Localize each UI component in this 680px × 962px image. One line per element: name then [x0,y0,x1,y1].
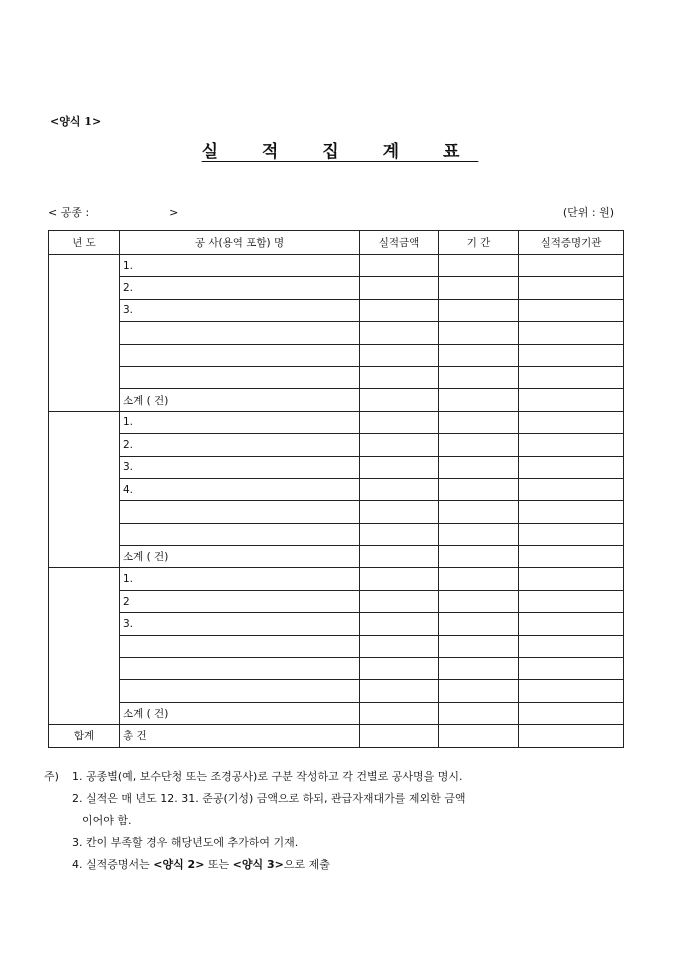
amount-cell[interactable] [360,456,439,478]
subtotal-row [49,546,624,568]
period-cell[interactable] [439,523,519,545]
period-cell[interactable] [439,658,519,680]
table-row [49,590,624,612]
subtotal-row [49,702,624,724]
project-name-cell[interactable] [120,680,360,702]
amount-cell[interactable] [360,501,439,523]
amount-cell[interactable] [360,322,439,344]
period-cell[interactable] [439,635,519,657]
amount-cell[interactable] [360,255,439,277]
period-cell[interactable] [439,478,519,500]
period-cell[interactable] [439,568,519,590]
subtotal-label: 소계 ( 건) [120,546,360,568]
table-row [49,366,624,388]
amount-cell[interactable] [360,299,439,321]
certifier-cell[interactable] [519,366,624,388]
unit-label: (단위 : 원) [562,206,614,219]
certifier-cell[interactable] [519,344,624,366]
summary-table [48,230,624,748]
period-cell[interactable] [439,366,519,388]
note-2-cont: 이어야 함. [82,814,132,827]
project-name-cell[interactable] [120,501,360,523]
total-count: 총 건 [120,725,360,747]
header-project-name: 공 사(용역 포함) 명 [120,231,360,255]
table-row [49,478,624,500]
table-row [49,277,624,299]
certifier-cell[interactable] [519,501,624,523]
subtotal-label: 소계 ( 건) [120,702,360,724]
certifier-cell[interactable] [519,613,624,635]
period-cell[interactable] [439,434,519,456]
table-row [49,658,624,680]
certifier-cell[interactable] [519,277,624,299]
table-row [49,635,624,657]
table-row [49,434,624,456]
amount-cell[interactable] [360,680,439,702]
amount-cell[interactable] [360,613,439,635]
project-name-cell[interactable] [120,523,360,545]
certifier-cell[interactable] [519,658,624,680]
notes [44,766,466,876]
period-cell[interactable] [439,501,519,523]
period-cell[interactable] [439,299,519,321]
period-cell[interactable] [439,456,519,478]
project-name-cell[interactable] [120,344,360,366]
certifier-cell[interactable] [519,635,624,657]
project-name-cell[interactable]: 2. [120,434,360,456]
amount-cell[interactable] [360,568,439,590]
subtotal-label: 소계 ( 건) [120,389,360,411]
year-cell[interactable] [49,411,120,568]
table-row [49,523,624,545]
trade-label: < 공종 : [48,206,90,219]
table-row [49,501,624,523]
period-cell[interactable] [439,411,519,433]
certifier-cell[interactable] [519,299,624,321]
page-title [0,137,680,162]
subtotal-certifier-cell[interactable] [519,389,624,411]
period-cell[interactable] [439,277,519,299]
period-cell[interactable] [439,680,519,702]
amount-cell[interactable] [360,658,439,680]
certifier-cell[interactable] [519,411,624,433]
certifier-cell[interactable] [519,456,624,478]
table-row [49,344,624,366]
table-row [49,322,624,344]
amount-cell[interactable] [360,344,439,366]
certifier-cell[interactable] [519,680,624,702]
period-cell[interactable] [439,322,519,344]
subtotal-period-cell[interactable] [439,389,519,411]
notes-prefix: 주) [44,770,59,783]
table-row [49,568,624,590]
subtotal-period-cell[interactable] [439,546,519,568]
total-certifier-cell[interactable] [519,725,624,747]
project-name-cell[interactable]: 3. [120,456,360,478]
amount-cell[interactable] [360,277,439,299]
project-name-cell[interactable] [120,635,360,657]
table-row [49,411,624,433]
subtotal-period-cell[interactable] [439,702,519,724]
certifier-cell[interactable] [519,434,624,456]
project-name-cell[interactable]: 1. [120,255,360,277]
note-4: 4. 실적증명서는 <양식 2> 또는 <양식 3>으로 제출 [72,858,330,871]
form-label: <양식 1> [50,115,102,128]
project-name-cell[interactable] [120,366,360,388]
period-cell[interactable] [439,344,519,366]
period-cell[interactable] [439,590,519,612]
certifier-cell[interactable] [519,255,624,277]
project-name-cell[interactable]: 1. [120,568,360,590]
trade-field [48,204,178,220]
amount-cell[interactable] [360,411,439,433]
certifier-cell[interactable] [519,478,624,500]
project-name-cell[interactable] [120,322,360,344]
amount-cell[interactable] [360,523,439,545]
note-2: 2. 실적은 매 년도 12. 31. 준공(기성) 금액으로 하되, 관급자재대가를 제외한 금액 [72,792,466,805]
amount-cell[interactable] [360,635,439,657]
subtotal-amount-cell[interactable] [360,546,439,568]
year-cell[interactable] [49,568,120,725]
subtotal-amount-cell[interactable] [360,702,439,724]
project-name-cell[interactable]: 3. [120,299,360,321]
certifier-cell[interactable] [519,523,624,545]
project-name-cell[interactable]: 2. [120,277,360,299]
total-amount-cell[interactable] [360,725,439,747]
certifier-cell[interactable] [519,322,624,344]
amount-cell[interactable] [360,478,439,500]
total-period-cell[interactable] [439,725,519,747]
header-period: 기 간 [439,231,519,255]
header-amount: 실적금액 [360,231,439,255]
project-name-cell[interactable]: 1. [120,411,360,433]
period-cell[interactable] [439,613,519,635]
subtotal-amount-cell[interactable] [360,389,439,411]
period-cell[interactable] [439,255,519,277]
project-name-cell[interactable]: 4. [120,478,360,500]
amount-cell[interactable] [360,590,439,612]
subtotal-certifier-cell[interactable] [519,702,624,724]
year-cell[interactable] [49,255,120,412]
certifier-cell[interactable] [519,590,624,612]
project-name-cell[interactable]: 2 [120,590,360,612]
amount-cell[interactable] [360,434,439,456]
page-title-text: 실 적 집 계 표 [201,142,479,162]
project-name-cell[interactable]: 3. [120,613,360,635]
subtotal-row [49,389,624,411]
trade-close: > [169,206,179,219]
certifier-cell[interactable] [519,568,624,590]
note-1: 주) 1. 공종별(예, 보수단청 또는 조경공사)로 구분 작성하고 각 건별로 공사명을 명시. [44,766,466,788]
table-row [49,613,624,635]
table-row [49,680,624,702]
subtotal-certifier-cell[interactable] [519,546,624,568]
project-name-cell[interactable] [120,658,360,680]
header-certifier: 실적증명기관 [519,231,624,255]
table-row [49,456,624,478]
note-3: 3. 칸이 부족할 경우 해당년도에 추가하여 기재. [72,836,299,849]
total-row [49,725,624,747]
table-row [49,255,624,277]
amount-cell[interactable] [360,366,439,388]
table-row [49,299,624,321]
header-year: 년 도 [49,231,120,255]
header-row [49,231,624,255]
total-label: 합계 [49,725,120,747]
